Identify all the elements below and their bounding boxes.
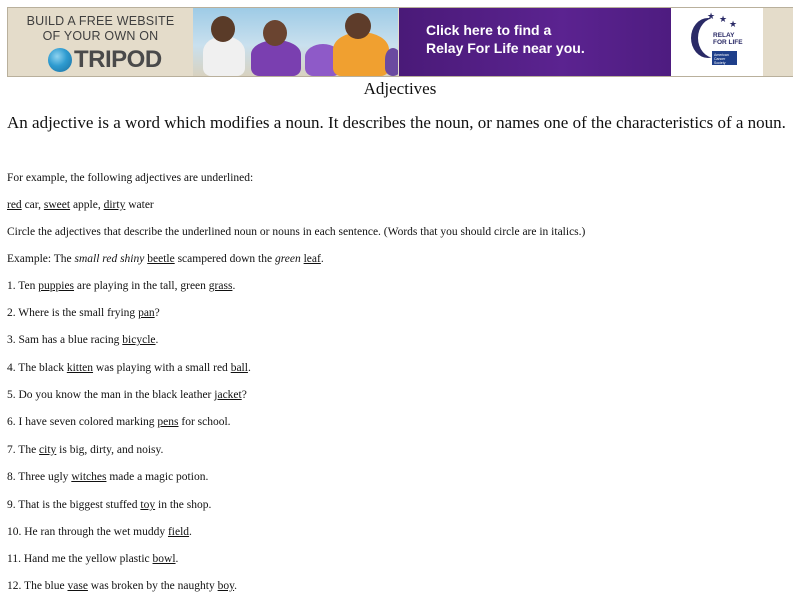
sentence-item [7, 470, 208, 484]
sentence-text: for school. [178, 416, 231, 428]
sentence-text: scampered down the [174, 253, 275, 265]
sentence-item [7, 552, 178, 566]
underlined-noun: bowl [152, 553, 176, 565]
relay-ad-line1: Click here to find a [426, 22, 552, 38]
sentence-item [7, 306, 160, 320]
sentence-text: 11. Hand me the yellow plastic [7, 553, 153, 565]
sentence-text: 10. He ran through the wet muddy [7, 526, 168, 538]
person-figure [203, 36, 245, 76]
sentence-item [7, 415, 231, 429]
sentence-item [7, 361, 251, 375]
underlined-noun: city [39, 444, 57, 456]
sentence-text: made a magic potion. [106, 471, 209, 483]
relay-logo[interactable] [671, 8, 763, 76]
relay-logo-text [713, 32, 743, 46]
sentence-text: 9. That is the biggest stuffed [7, 499, 141, 511]
underlined-noun: boy [217, 580, 235, 592]
sentence-text: . [234, 580, 237, 592]
sentence-text: ? [154, 307, 160, 319]
acs-logo: American Cancer Society [712, 51, 737, 65]
underlined-noun: puppies [38, 280, 75, 292]
relay-logo-line1: RELAY [713, 32, 735, 39]
underlined-noun: bicycle [122, 334, 156, 346]
sentence-text: was playing with a small red [93, 362, 231, 374]
intro-paragraph: An adjective is a word which modifies a noun. It describes the noun, or names one of the characteristics of a noun. [7, 113, 786, 132]
sentence-text: . [189, 526, 192, 538]
sentence-text: 4. The black [7, 362, 67, 374]
sentence-text: in the shop. [155, 499, 212, 511]
tripod-ad-line1: BUILD A FREE WEBSITE [26, 14, 175, 28]
example-adjective: dirty [103, 199, 126, 211]
underlined-noun: kitten [66, 362, 94, 374]
page-title: Adjectives [363, 79, 437, 98]
sentence-item [7, 333, 158, 347]
underlined-noun: grass [208, 280, 233, 292]
underlined-noun: leaf [303, 253, 321, 265]
sentence-text: . [247, 362, 251, 374]
relay-ad-link[interactable] [399, 8, 671, 76]
sentence-text: 7. The [7, 444, 40, 456]
sentence-text: was broken by the naughty [87, 580, 218, 592]
underlined-noun: ball [230, 362, 248, 374]
example-list: red car, sweet apple, dirty water [7, 199, 154, 211]
sentence-text: . [320, 253, 324, 265]
ad-photo[interactable] [193, 8, 398, 76]
example-noun: water [125, 199, 154, 211]
star-icon: ★ [729, 19, 738, 29]
sentence-text: are playing in the tall, green [74, 280, 209, 292]
tripod-ad-line2: OF YOUR OWN ON [42, 29, 159, 43]
person-head [345, 13, 371, 39]
tripod-ad[interactable] [8, 8, 193, 76]
italic-adjectives: green [274, 253, 301, 265]
sentence-text: . [175, 553, 179, 565]
sentence-text: Example: The [7, 253, 75, 265]
star-icon: ★ [719, 14, 728, 24]
relay-logo-line2: FOR LIFE [713, 39, 743, 46]
person-head [211, 16, 235, 42]
underlined-noun: beetle [147, 253, 175, 265]
example-sentence [7, 252, 324, 266]
sentence-text: 2. Where is the small frying [7, 307, 139, 319]
person-head [263, 20, 287, 46]
sentence-text: 12. The blue [7, 580, 68, 592]
person-figure [385, 48, 398, 76]
tripod-dot-icon [48, 48, 72, 72]
star-icon: ★ [707, 11, 716, 21]
sentence-text: ? [241, 389, 247, 401]
underlined-noun: jacket [214, 389, 242, 401]
instruction: Circle the adjectives that describe the underlined noun or nouns in each sentence. (Words that you should circle are in italics.) [7, 226, 586, 238]
sentence-text: 5. Do you know the man in the black leather [7, 389, 215, 401]
sentence-text: . [232, 280, 236, 292]
underlined-noun: pens [157, 416, 179, 428]
example-noun: apple [70, 199, 98, 211]
sentence-item [7, 525, 192, 539]
underlined-noun: vase [67, 580, 88, 592]
underlined-noun: pan [138, 307, 155, 319]
sentence-item [7, 279, 235, 293]
example-intro: For example, the following adjectives are underlined: [7, 172, 254, 184]
underlined-noun: toy [140, 499, 156, 511]
example-adjective: sweet [43, 199, 71, 211]
sentence-item [7, 498, 211, 512]
italic-adjectives: small red shiny [74, 253, 145, 265]
banner-filler [763, 8, 793, 76]
sentence-text: 1. Ten [7, 280, 39, 292]
sentence-text: 6. I have seven colored marking [7, 416, 158, 428]
sentence-text: 8. Three ugly [7, 471, 72, 483]
relay-ad-line2: Relay For Life near you. [426, 40, 585, 56]
sentence-text: is big, dirty, and noisy. [56, 444, 164, 456]
example-noun: car [21, 199, 39, 211]
tripod-logo [48, 47, 162, 73]
sentence-item [7, 443, 163, 457]
tripod-logo-text: TRIPOD [74, 46, 162, 73]
sentence-item [7, 388, 247, 402]
sentence-item [7, 579, 237, 593]
sentence-text: 3. Sam has a blue racing [7, 334, 123, 346]
ad-banner[interactable] [7, 7, 793, 77]
sentence-text: . [155, 334, 159, 346]
underlined-noun: field [167, 526, 190, 538]
underlined-noun: witches [71, 471, 107, 483]
example-adjective: red [7, 199, 22, 211]
